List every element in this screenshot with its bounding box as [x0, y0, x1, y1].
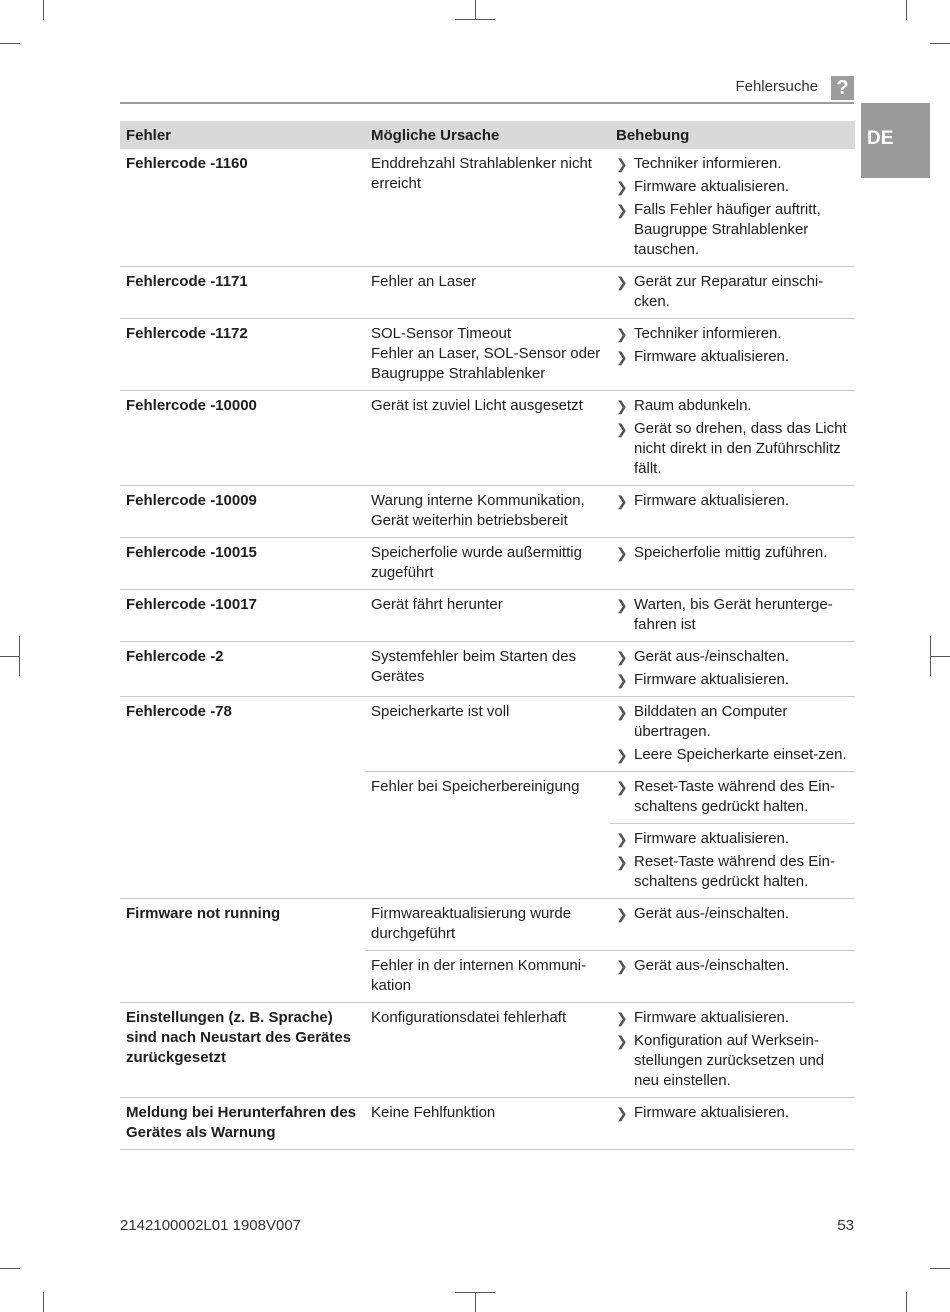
cause-text: Speicherfolie wurde außermittig zugeführt — [371, 544, 582, 581]
remedy-text: Leere Speicherkarte einset-zen. — [634, 746, 847, 763]
remedy-item — [610, 347, 849, 367]
cause-cell — [365, 538, 610, 590]
cause-cell — [365, 1003, 610, 1098]
cause-text: Gerät ist zuviel Licht ausgesetzt — [371, 397, 583, 414]
error-cell: Fehlercode -1171 — [120, 267, 365, 319]
remedy-item — [610, 777, 849, 817]
remedy-text: Firmware aktualisieren. — [634, 492, 790, 509]
chevron-right-icon: ❯ — [616, 747, 628, 763]
remedy-cell — [610, 697, 855, 772]
remedy-item — [610, 1031, 849, 1091]
remedy-item — [610, 852, 849, 892]
table-body — [120, 149, 855, 1150]
remedy-cell — [610, 391, 855, 486]
remedy-item — [610, 595, 849, 635]
table-row — [120, 486, 855, 538]
error-cell: Fehlercode -10009 — [120, 486, 365, 538]
remedy-item — [610, 670, 849, 690]
table-row — [120, 538, 855, 590]
cause-cell — [365, 319, 610, 391]
remedy-item — [610, 1008, 849, 1028]
remedy-text: Gerät so drehen, dass das Licht nicht direkt in den Zuführschlitz fällt. — [634, 420, 847, 477]
cause-cell — [365, 642, 610, 697]
remedy-text: Gerät aus-/einschalten. — [634, 648, 790, 665]
table-row — [120, 590, 855, 642]
remedy-text: Techniker informieren. — [634, 325, 782, 342]
error-cell: Meldung bei Herunterfahren des Gerätes als Warnung — [120, 1098, 365, 1150]
chevron-right-icon: ❯ — [616, 274, 628, 290]
error-cell: Fehlercode -78 — [120, 697, 365, 899]
remedy-text: Firmware aktualisieren. — [634, 830, 790, 847]
error-cell: Firmware not running — [120, 899, 365, 1003]
error-cell: Fehlercode -10000 — [120, 391, 365, 486]
remedy-item — [610, 396, 849, 416]
remedy-item — [610, 702, 849, 742]
crop-mark — [0, 1268, 20, 1269]
column-header-fehler: Fehler — [120, 121, 365, 149]
remedy-cell — [610, 642, 855, 697]
cause-text: Fehler bei Speicherbereinigung — [371, 778, 580, 795]
error-cell: Fehlercode -2 — [120, 642, 365, 697]
remedy-text: Gerät aus-/einschalten. — [634, 905, 790, 922]
cause-text: Warung interne Kommunikation, Gerät weiterhin betriebsbereit — [371, 492, 585, 529]
chevron-right-icon: ❯ — [616, 421, 628, 437]
crop-mark — [930, 43, 950, 44]
remedy-item — [610, 543, 849, 563]
remedy-text: Falls Fehler häufiger auftritt, Baugruppe Strahlablenker tauschen. — [634, 201, 821, 258]
remedy-cell — [610, 149, 855, 267]
crop-mark — [930, 656, 950, 657]
error-cell: Fehlercode -10017 — [120, 590, 365, 642]
remedy-cell — [610, 899, 855, 951]
crop-mark — [906, 1292, 907, 1312]
chevron-right-icon: ❯ — [616, 704, 628, 720]
chevron-right-icon: ❯ — [616, 906, 628, 922]
chevron-right-icon: ❯ — [616, 1105, 628, 1121]
table-row — [120, 267, 855, 319]
remedy-item — [610, 956, 849, 976]
cause-cell — [365, 1098, 610, 1150]
chevron-right-icon: ❯ — [616, 779, 628, 795]
remedy-text: Speicherfolie mittig zuführen. — [634, 544, 828, 561]
remedy-text: Firmware aktualisieren. — [634, 1009, 790, 1026]
remedy-text: Reset-Taste während des Ein-schaltens gedrückt halten. — [634, 853, 835, 890]
chevron-right-icon: ❯ — [616, 1010, 628, 1026]
table-row — [120, 1098, 855, 1150]
crop-mark — [0, 656, 20, 657]
chevron-right-icon: ❯ — [616, 493, 628, 509]
cause-cell — [365, 267, 610, 319]
remedy-item — [610, 829, 849, 849]
remedy-text: Firmware aktualisieren. — [634, 671, 790, 688]
cause-text: Firmwareaktualisierung wurde durchgeführt — [371, 905, 572, 942]
chevron-right-icon: ❯ — [616, 179, 628, 195]
crop-mark — [455, 1292, 495, 1293]
cause-text: Systemfehler beim Starten des Gerätes — [371, 648, 577, 685]
remedy-item — [610, 745, 849, 765]
crop-mark — [906, 0, 907, 20]
chevron-right-icon: ❯ — [616, 349, 628, 365]
crop-mark — [475, 1292, 476, 1312]
chevron-right-icon: ❯ — [616, 854, 628, 870]
chevron-right-icon: ❯ — [616, 326, 628, 342]
crop-mark — [930, 636, 931, 676]
crop-mark — [930, 1268, 950, 1269]
page-number: 53 — [837, 1217, 854, 1234]
remedy-cell — [610, 951, 855, 1003]
table-row — [120, 391, 855, 486]
cause-text: Gerät fährt herunter — [371, 596, 503, 613]
remedy-cell — [610, 1003, 855, 1098]
cause-text: SOL-Sensor Timeout — [371, 325, 512, 342]
cause-text: Fehler an Laser, SOL-Sensor oder Baugruppe Strahlablenker — [371, 345, 601, 382]
crop-mark — [475, 0, 476, 20]
cause-text: Enddrehzahl Strahlablenker nicht erreicht — [371, 155, 592, 192]
remedy-text: Firmware aktualisieren. — [634, 348, 790, 365]
remedy-text: Firmware aktualisieren. — [634, 178, 790, 195]
page-section-title: Fehlersuche — [735, 78, 818, 95]
chevron-right-icon: ❯ — [616, 398, 628, 414]
remedy-cell — [610, 824, 855, 899]
language-tab: DE — [861, 103, 930, 178]
cause-text: Speicherkarte ist voll — [371, 703, 510, 720]
chevron-right-icon: ❯ — [616, 545, 628, 561]
remedy-cell — [610, 538, 855, 590]
error-cell: Fehlercode -10015 — [120, 538, 365, 590]
error-cell: Fehlercode -1172 — [120, 319, 365, 391]
chevron-right-icon: ❯ — [616, 1033, 628, 1049]
crop-mark — [19, 636, 20, 676]
cause-cell — [365, 697, 610, 772]
cause-cell — [365, 590, 610, 642]
remedy-item — [610, 419, 849, 479]
remedy-cell — [610, 319, 855, 391]
remedy-item — [610, 904, 849, 924]
chevron-right-icon: ❯ — [616, 156, 628, 172]
cause-cell — [365, 149, 610, 267]
remedy-item — [610, 177, 849, 197]
remedy-item — [610, 272, 849, 312]
remedy-cell — [610, 486, 855, 538]
remedy-text: Gerät aus-/einschalten. — [634, 957, 790, 974]
remedy-item — [610, 324, 849, 344]
remedy-text: Reset-Taste während des Ein-schaltens gedrückt halten. — [634, 778, 835, 815]
cause-cell — [365, 951, 610, 1003]
table-row — [120, 319, 855, 391]
table-row — [120, 899, 855, 951]
crop-mark — [0, 43, 20, 44]
cause-cell — [365, 391, 610, 486]
column-header-behebung: Behebung — [610, 121, 855, 149]
troubleshooting-table — [120, 121, 855, 1150]
remedy-text: Bilddaten an Computer übertragen. — [634, 703, 788, 740]
table-row — [120, 1003, 855, 1098]
cause-cell — [365, 899, 610, 951]
remedy-text: Techniker informieren. — [634, 155, 782, 172]
remedy-cell — [610, 772, 855, 824]
cause-text: Konfigurationsdatei fehlerhaft — [371, 1009, 567, 1026]
table-row — [120, 149, 855, 267]
remedy-cell — [610, 267, 855, 319]
chevron-right-icon: ❯ — [616, 831, 628, 847]
remedy-item — [610, 154, 849, 174]
column-header-ursache: Mögliche Ursache — [365, 121, 610, 149]
remedy-cell — [610, 1098, 855, 1150]
remedy-text: Gerät zur Reparatur einschi-cken. — [634, 273, 824, 310]
remedy-cell — [610, 590, 855, 642]
table-row — [120, 642, 855, 697]
cause-cell — [365, 772, 610, 899]
remedy-item — [610, 491, 849, 511]
remedy-text: Warten, bis Gerät herunterge-fahren ist — [634, 596, 833, 633]
cause-text: Fehler in der internen Kommuni-kation — [371, 957, 587, 994]
remedy-text: Raum abdunkeln. — [634, 397, 752, 414]
chevron-right-icon: ❯ — [616, 202, 628, 218]
chevron-right-icon: ❯ — [616, 958, 628, 974]
remedy-item — [610, 1103, 849, 1123]
crop-mark — [43, 0, 44, 20]
chevron-right-icon: ❯ — [616, 597, 628, 613]
question-mark-icon: ? — [831, 76, 854, 100]
chevron-right-icon: ❯ — [616, 672, 628, 688]
cause-cell — [365, 486, 610, 538]
error-cell: Einstellungen (z. B. Sprache) sind nach Neustart des Gerätes zurückgesetzt — [120, 1003, 365, 1098]
remedy-text: Konfiguration auf Werksein-stellungen zurücksetzen und neu einstellen. — [634, 1032, 825, 1089]
header-divider — [120, 102, 854, 104]
table-row — [120, 697, 855, 772]
remedy-item — [610, 647, 849, 667]
remedy-text: Firmware aktualisieren. — [634, 1104, 790, 1121]
table-header-row — [120, 121, 855, 149]
cause-text: Fehler an Laser — [371, 273, 477, 290]
cause-text: Keine Fehlfunktion — [371, 1104, 496, 1121]
chevron-right-icon: ❯ — [616, 649, 628, 665]
remedy-item — [610, 200, 849, 260]
document-code: 2142100002L01 1908V007 — [120, 1217, 302, 1234]
error-cell: Fehlercode -1160 — [120, 149, 365, 267]
crop-mark — [455, 19, 495, 20]
crop-mark — [43, 1292, 44, 1312]
